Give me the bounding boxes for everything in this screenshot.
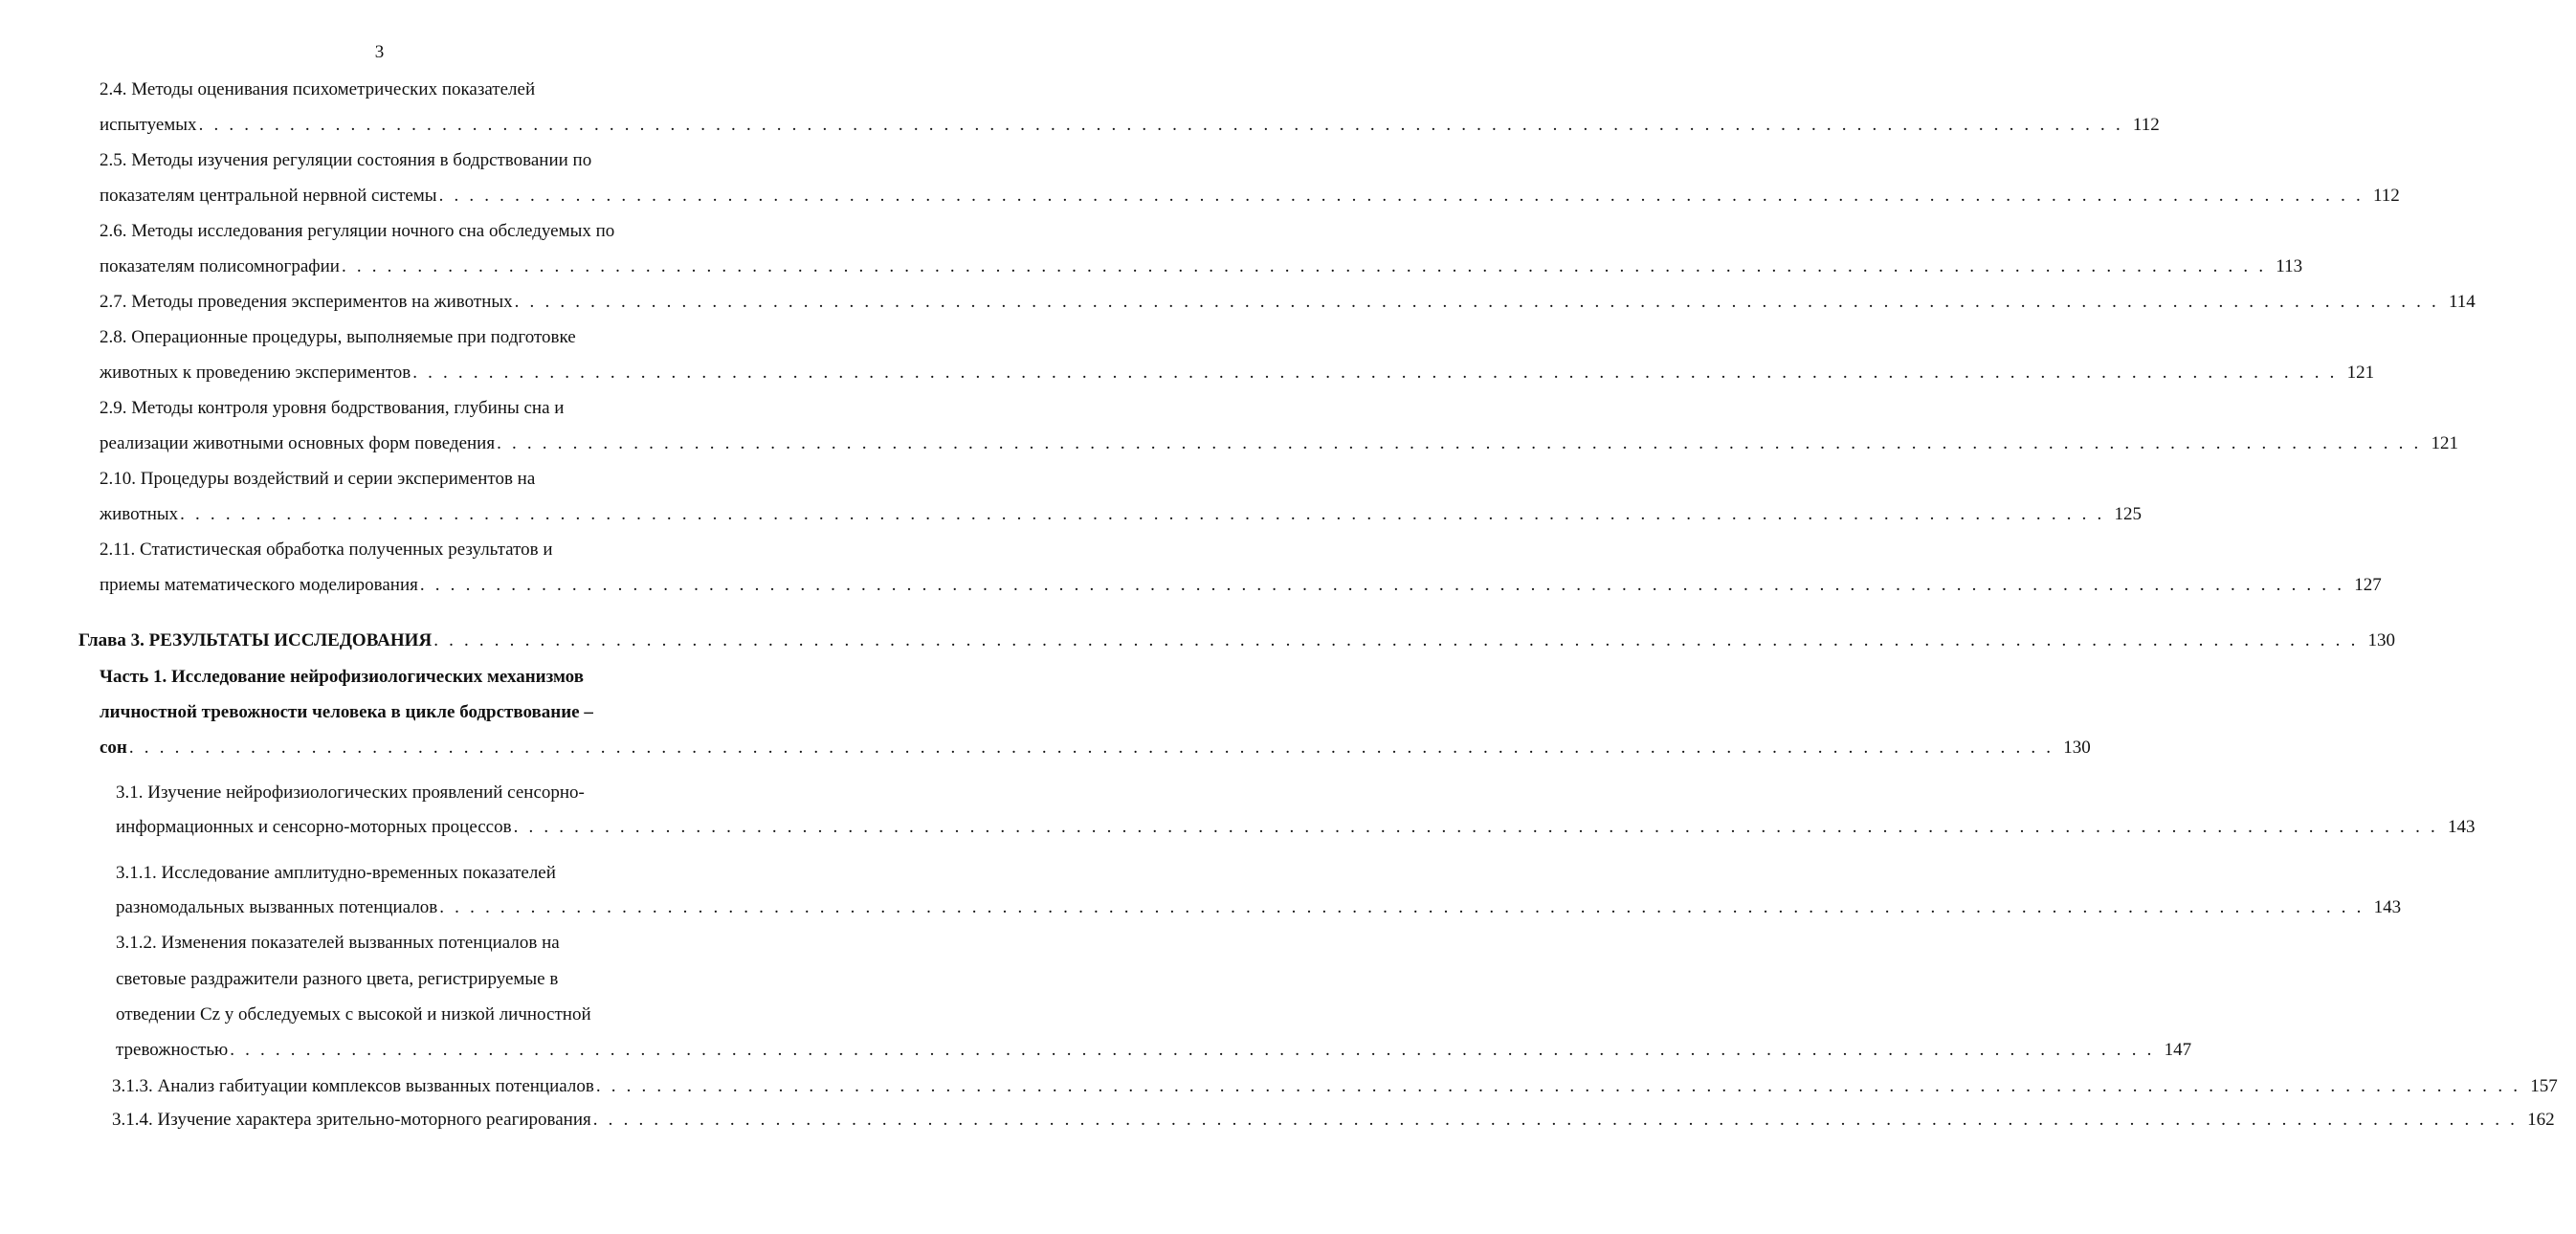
toc-entry-3-1[interactable] xyxy=(116,814,2476,841)
toc-entry-2-7[interactable] xyxy=(100,289,2476,316)
toc-entry-2-9[interactable] xyxy=(100,430,2458,457)
toc-2-4-page: 112 xyxy=(2132,115,2160,135)
toc-3-1-1-title: 3.1.1. Исследование амплитудно-временных показателей xyxy=(116,863,556,883)
leader-dots: . . . . . . . . . . . . . . . . . . . . . . . . . . . . . . . . . . . . . . . . . . . . . . . . . . . . . . . . . . . . . . . . . . . . . . . . . . . . . . . . . . . . . . . . . . . . . . . . . . . . . . . . . . . . . . . . . . . . . . . . . . . . . . . xyxy=(341,256,2267,276)
toc-2-11-title: 2.11. Статистическая обработка полученных результатов и xyxy=(100,540,553,560)
leader-dots: . . . . . . . . . . . . . . . . . . . . . . . . . . . . . . . . . . . . . . . . . . . . . . . . . . . . . . . . . . . . . . . . . . . . . . . . . . . . . . . . . . . . . . . . . . . . . . . . . . . . . . . . . . . . . . . . . . . . . . . . . . . . . . . xyxy=(438,186,2364,206)
toc-entry-2-10[interactable] xyxy=(100,501,2142,528)
toc-part-1-title-cont: личностной тревожности человека в цикле бодрствование – xyxy=(100,702,593,722)
toc-3-1-2-title: 3.1.2. Изменения показателей вызванных потенциалов на xyxy=(116,933,560,953)
leader-dots: . . . . . . . . . . . . . . . . . . . . . . . . . . . . . . . . . . . . . . . . . . . . . . . . . . . . . . . . . . . . . . . . . . . . . . . . . . . . . . . . . . . . . . . . . . . . . . . . . . . . . . . . . . . . . . . . . . . . . . . . . . . . . . . xyxy=(412,363,2338,383)
toc-2-8-title: 2.8. Операционные процедуры, выполняемые при подготовке xyxy=(100,327,576,347)
toc-2-8-page: 121 xyxy=(2346,363,2375,383)
toc-2-10-title: 2.10. Процедуры воздействий и серии экспериментов на xyxy=(100,469,536,489)
page-number: 3 xyxy=(374,42,385,62)
toc-entry-2-11[interactable] xyxy=(100,572,2382,599)
toc-entry-2-6[interactable] xyxy=(100,253,2303,280)
toc-entry-3-1-2[interactable] xyxy=(116,1037,2192,1064)
toc-2-6-page: 113 xyxy=(2276,256,2303,276)
toc-2-5-title-cont: показателям центральной нервной системы xyxy=(100,186,437,206)
leader-dots: . . . . . . . . . . . . . . . . . . . . . . . . . . . . . . . . . . . . . . . . . . . . . . . . . . . . . . . . . . . . . . . . . . . . . . . . . . . . . . . . . . . . . . . . . . . . . . . . . . . . . . . . . . . . . . . . . . . . . . . . . . . . . . . xyxy=(514,292,2439,312)
toc-3-1-page: 143 xyxy=(2447,817,2476,837)
toc-2-7-title: 2.7. Методы проведения экспериментов на животных xyxy=(100,292,513,312)
toc-2-7-page: 114 xyxy=(2449,292,2476,312)
toc-chapter-3-title: Глава 3. РЕЗУЛЬТАТЫ ИССЛЕДОВАНИЯ xyxy=(78,630,433,650)
toc-3-1-1-title-cont: разномодальных вызванных потенциалов xyxy=(116,897,438,917)
toc-entry-3-1-3[interactable] xyxy=(112,1073,2558,1100)
leader-dots: . . . . . . . . . . . . . . . . . . . . . . . . . . . . . . . . . . . . . . . . . . . . . . . . . . . . . . . . . . . . . . . . . . . . . . . . . . . . . . . . . . . . . . . . . . . . . . . . . . . . . . . . . . . . . . . . . . . . . . . . . . . . . . . xyxy=(592,1110,2519,1130)
toc-entry-3-1-4[interactable] xyxy=(112,1107,2555,1134)
toc-2-10-page: 125 xyxy=(2114,504,2142,524)
toc-3-1-3-page: 157 xyxy=(2530,1076,2558,1096)
toc-2-10-title-cont: животных xyxy=(100,504,179,524)
toc-chapter-3-page: 130 xyxy=(2367,630,2396,650)
toc-entry-3-1-1[interactable] xyxy=(116,894,2402,921)
toc-2-6-title-cont: показателям полисомнографии xyxy=(100,256,340,276)
toc-part-1-page: 130 xyxy=(2063,738,2091,758)
leader-dots: . . . . . . . . . . . . . . . . . . . . . . . . . . . . . . . . . . . . . . . . . . . . . . . . . . . . . . . . . . . . . . . . . . . . . . . . . . . . . . . . . . . . . . . . . . . . . . . . . . . . . . . . . . . . . . . . . . . . . . . . . . . . . . . xyxy=(513,817,2438,837)
toc-2-5-page: 112 xyxy=(2372,186,2400,206)
toc-3-1-2-title-end: тревожностью xyxy=(116,1040,229,1060)
toc-entry-2-5[interactable] xyxy=(100,183,2400,209)
toc-part-1-title: Часть 1. Исследование нейрофизиологических механизмов xyxy=(100,667,584,687)
toc-entry-2-8[interactable] xyxy=(100,360,2375,386)
leader-dots: . . . . . . . . . . . . . . . . . . . . . . . . . . . . . . . . . . . . . . . . . . . . . . . . . . . . . . . . . . . . . . . . . . . . . . . . . . . . . . . . . . . . . . . . . . . . . . . . . . . . . . . . . . . . . . . . . . . . . . . . . . . . . . . xyxy=(230,1040,2155,1060)
toc-2-9-title: 2.9. Методы контроля уровня бодрствования, глубины сна и xyxy=(100,398,565,418)
toc-2-9-page: 121 xyxy=(2431,433,2458,453)
toc-entry-2-4[interactable] xyxy=(100,112,2160,139)
toc-entry-chapter-3[interactable] xyxy=(78,628,2396,654)
toc-2-6-title: 2.6. Методы исследования регуляции ночного сна обследуемых по xyxy=(100,221,615,241)
toc-entry-part-1[interactable] xyxy=(100,735,2091,761)
toc-2-11-page: 127 xyxy=(2354,575,2382,595)
toc-2-5-title: 2.5. Методы изучения регуляции состояния в бодрствовании по xyxy=(100,150,592,170)
toc-3-1-4-title: 3.1.4. Изучение характера зрительно-моторного реагирования xyxy=(112,1110,591,1130)
toc-2-11-title-cont: приемы математического моделирования xyxy=(100,575,418,595)
leader-dots: . . . . . . . . . . . . . . . . . . . . . . . . . . . . . . . . . . . . . . . . . . . . . . . . . . . . . . . . . . . . . . . . . . . . . . . . . . . . . . . . . . . . . . . . . . . . . . . . . . . . . . . . . . . . . . . . . . . . . . . . . . . . . . . xyxy=(439,897,2365,917)
toc-3-1-2-page: 147 xyxy=(2164,1040,2192,1060)
toc-2-4-title-cont: испытуемых xyxy=(100,115,197,135)
toc-3-1-2-title-cont: отведении Cz у обследуемых с высокой и низкой личностной xyxy=(116,1004,591,1025)
toc-2-8-title-cont: животных к проведению экспериментов xyxy=(100,363,411,383)
leader-dots: . . . . . . . . . . . . . . . . . . . . . . . . . . . . . . . . . . . . . . . . . . . . . . . . . . . . . . . . . . . . . . . . . . . . . . . . . . . . . . . . . . . . . . . . . . . . . . . . . . . . . . . . . . . . . . . . . . . . . . . . . . . . . . . xyxy=(128,738,2054,758)
toc-3-1-title-cont: информационных и сенсорно-моторных процессов xyxy=(116,817,512,837)
leader-dots: . . . . . . . . . . . . . . . . . . . . . . . . . . . . . . . . . . . . . . . . . . . . . . . . . . . . . . . . . . . . . . . . . . . . . . . . . . . . . . . . . . . . . . . . . . . . . . . . . . . . . . . . . . . . . . . . . . . . . . . . . . . . . . . xyxy=(595,1076,2521,1096)
toc-3-1-4-page: 162 xyxy=(2527,1110,2555,1130)
leader-dots: . . . . . . . . . . . . . . . . . . . . . . . . . . . . . . . . . . . . . . . . . . . . . . . . . . . . . . . . . . . . . . . . . . . . . . . . . . . . . . . . . . . . . . . . . . . . . . . . . . . . . . . . . . . . . . . . . . . . . . . . . . . . . . . xyxy=(198,115,2123,135)
toc-3-1-1-page: 143 xyxy=(2373,897,2402,917)
leader-dots: . . . . . . . . . . . . . . . . . . . . . . . . . . . . . . . . . . . . . . . . . . . . . . . . . . . . . . . . . . . . . . . . . . . . . . . . . . . . . . . . . . . . . . . . . . . . . . . . . . . . . . . . . . . . . . . . . . . . . . . . . . . . . . . xyxy=(497,433,2422,453)
leader-dots: . . . . . . . . . . . . . . . . . . . . . . . . . . . . . . . . . . . . . . . . . . . . . . . . . . . . . . . . . . . . . . . . . . . . . . . . . . . . . . . . . . . . . . . . . . . . . . . . . . . . . . . . . . . . . . . . . . . . . . . . . . . . . . . xyxy=(433,630,2359,650)
toc-2-4-title: 2.4. Методы оценивания психометрических показателей xyxy=(100,79,536,99)
leader-dots: . . . . . . . . . . . . . . . . . . . . . . . . . . . . . . . . . . . . . . . . . . . . . . . . . . . . . . . . . . . . . . . . . . . . . . . . . . . . . . . . . . . . . . . . . . . . . . . . . . . . . . . . . . . . . . . . . . . . . . . . . . . . . . . xyxy=(180,504,2105,524)
toc-2-9-title-cont: реализации животными основных форм поведения xyxy=(100,433,496,453)
leader-dots: . . . . . . . . . . . . . . . . . . . . . . . . . . . . . . . . . . . . . . . . . . . . . . . . . . . . . . . . . . . . . . . . . . . . . . . . . . . . . . . . . . . . . . . . . . . . . . . . . . . . . . . . . . . . . . . . . . . . . . . . . . . . . . . xyxy=(419,575,2345,595)
toc-3-1-2-title-cont: световые раздражители разного цвета, регистрируемые в xyxy=(116,969,559,989)
toc-3-1-3-title: 3.1.3. Анализ габитуации комплексов вызванных потенциалов xyxy=(112,1076,594,1096)
toc-part-1-title-end: сон xyxy=(100,738,127,758)
toc-3-1-title: 3.1. Изучение нейрофизиологических проявлений сенсорно- xyxy=(116,782,585,803)
